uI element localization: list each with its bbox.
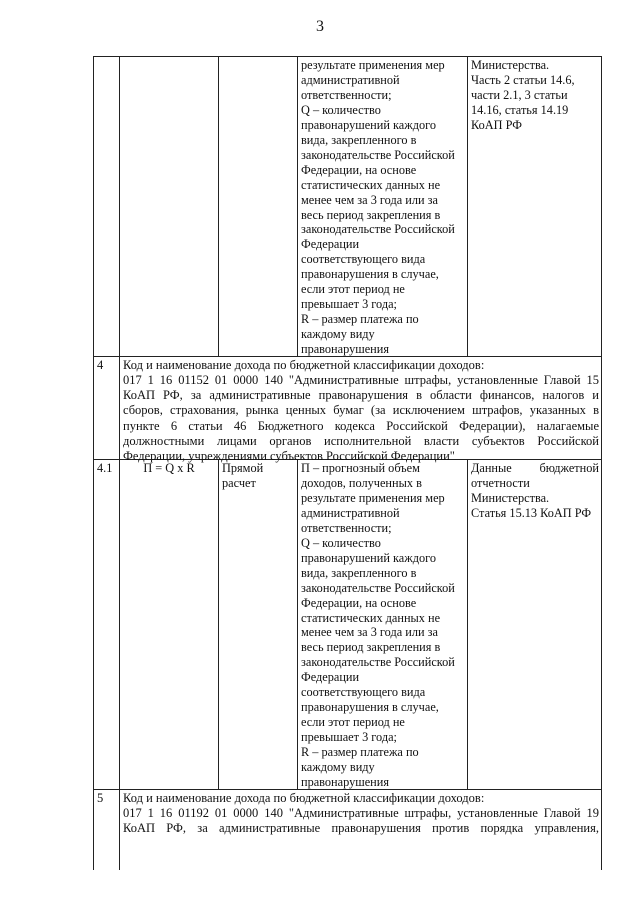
section4-text: Код и наименование дохода по бюджетной классификации доходов: 017 1 16 01152 01 0000 140 "Административные штрафы, установленные Главой 15 КоАП РФ, за административные правонарушения в области финансов, налогов и сборов, страхования, рынка ценных бумаг (за исключением штрафов, указанных в пункте 6 статьи 46 Бюджетного кодекса Российской Федерации), налагаемые должностными лицами органов исполнительной власти субъектов Российской Федерации, учреждениями субъектов Российской Федерации" xyxy=(123,358,599,463)
row41-formula: П = Q x R xyxy=(143,461,195,475)
table-right-border xyxy=(601,56,602,870)
col-divider xyxy=(297,459,298,790)
col-divider xyxy=(218,56,219,357)
col-divider xyxy=(119,459,120,790)
page-number: 3 xyxy=(316,18,324,35)
row3-description: результате применения мер административной ответственности; Q – количество правонарушений каждого вида, закрепленного в законодательстве Российской Федерации, на основе статистических данных не менее чем за 3 года или за весь период закрепления в законодательстве Российской Федерации соответствующего вида правонарушения в случае, если этот период не превышает 3 года; R – размер платежа по каждому виду правонарушения xyxy=(301,58,455,357)
row3-source: Министерства. Часть 2 статьи 14.6, части 2.1, 3 статьи 14.16, статья 14.19 КоАП РФ xyxy=(471,58,575,132)
section4-number: 4 xyxy=(97,358,104,372)
table-top-border xyxy=(93,56,602,57)
section5-text: Код и наименование дохода по бюджетной классификации доходов: 017 1 16 01192 01 0000 140 "Административные штрафы, установленные Главой 19 КоАП РФ, за административные правонарушения против порядка управления, xyxy=(123,791,599,836)
section5-number: 5 xyxy=(97,791,104,805)
row41-description: П – прогнозный объем доходов, полученных в результате применения мер административной ответственности; Q – количество правонарушений каждого вида, закрепленного в законодательстве Российской Федерации, на основе статистических данных не менее чем за 3 года или за весь период закрепления в законодательстве Российской Федерации соответствующего вида правонарушения в случае, если этот период не превышает 3 года; R – размер платежа по каждому виду правонарушения xyxy=(301,461,455,790)
table-left-border xyxy=(93,56,94,870)
row41-number: 4.1 xyxy=(97,461,113,475)
col-divider xyxy=(119,789,120,870)
row41-method: Прямой расчет xyxy=(222,461,264,490)
col-divider xyxy=(119,56,120,357)
col-divider xyxy=(467,459,468,790)
col-divider xyxy=(467,56,468,357)
col-divider xyxy=(297,56,298,357)
col-divider xyxy=(218,459,219,790)
col-divider xyxy=(119,356,120,460)
row41-source: Данные бюджетной отчетности Министерства. Статья 15.13 КоАП РФ xyxy=(471,461,599,520)
